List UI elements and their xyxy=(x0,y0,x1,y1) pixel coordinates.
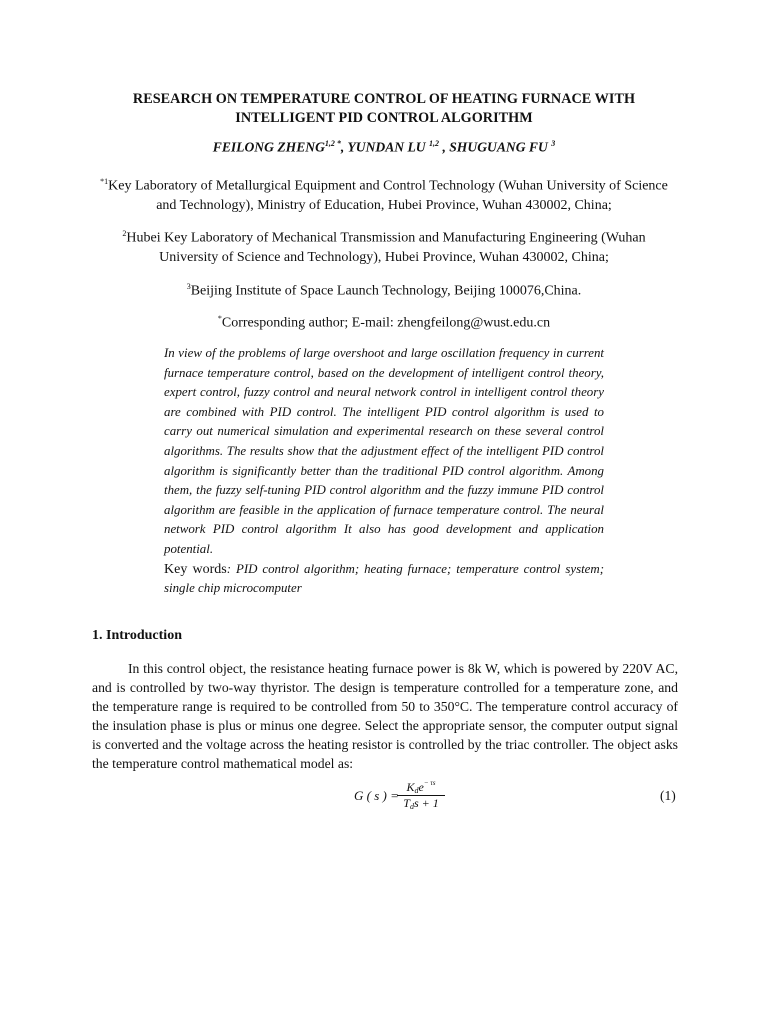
affiliation-text: Key Laboratory of Metallurgical Equipment and Control Technology (Wuhan University of Science xyxy=(108,178,668,194)
equation-denominator xyxy=(397,796,445,812)
affiliation-text: and Technology), Ministry of Education, Hubei Province, Wuhan 430002, China; xyxy=(156,198,612,214)
symbol-T: T xyxy=(403,796,410,810)
equation-1 xyxy=(354,779,474,819)
equation-numerator xyxy=(397,779,445,796)
subscript-d: d xyxy=(409,802,414,811)
body-paragraph: In this control object, the resistance heating furnace power is 8k W, which is powered by 220V AC, and is controlled by two-way thyristor. The design is temperature controlled for a temperature zone, and the temperature range is required to be controlled from 50 to 350°C. The temperature control accuracy of the insulation phase is plus or minus one degree. Select the appropriate sensor, the computer output signal is converted and the voltage across the heating resistor is controlled by the triac controller. The object asks the temperature control mathematical model as: xyxy=(92,661,678,772)
author-affiliation-mark: 1,2 * xyxy=(324,139,341,148)
abstract xyxy=(164,344,604,599)
corresponding-author xyxy=(70,309,698,333)
symbol-e: e xyxy=(418,780,424,794)
author-affiliation-mark: 3 xyxy=(551,139,556,148)
title-line-1: RESEARCH ON TEMPERATURE CONTROL OF HEATING FURNACE WITH xyxy=(132,91,636,107)
title-line-2: INTELLIGENT PID CONTROL ALGORITHM xyxy=(235,110,533,126)
equation-number: (1) xyxy=(660,788,676,803)
affiliation-text: University of Science and Technology), Hubei Province, Wuhan 430002, China; xyxy=(159,250,609,266)
affiliation-text: Beijing Institute of Space Launch Technology, Beijing 100076,China. xyxy=(190,283,582,299)
affiliation-mark: *1 xyxy=(100,177,109,186)
symbol-K: K xyxy=(406,780,415,794)
subscript-d: d xyxy=(414,786,419,795)
author-name: SHUGUANG FU xyxy=(449,139,548,155)
keywords-text: : PID control algorithm; heating furnace; temperature control system; single chip microcomputer xyxy=(164,561,605,596)
equation-fraction xyxy=(397,779,445,812)
author-affiliation-mark: 1,2 xyxy=(429,139,440,148)
corresponding-text: Corresponding author; E-mail: zhengfeilong@wust.edu.cn xyxy=(221,315,551,331)
affiliation-2 xyxy=(70,224,698,268)
section-body xyxy=(92,659,678,774)
denominator-rest: s + 1 xyxy=(413,796,439,810)
abstract-text: In view of the problems of large overshoot and large oscillation frequency in current furnace temperature control, based on the development of intelligent control theory, expert control, fuzzy control and neural network control in intelligent control theory are combined with PID control. The intelligent PID control algorithm is used to carry out numerical simulation and experimental research on these several control algorithms. The results show that the adjustment effect of the intelligent PID control algorithm is significantly better than the traditional PID control algorithm. Among them, the fuzzy self-tuning PID control algorithm and the fuzzy immune PID control algorithm are feasible in the application of furnace temperature control. The neural network PID control algorithm It also has good development and application potential. xyxy=(164,346,604,556)
section-heading: 1. Introduction xyxy=(92,628,182,643)
corresponding-mark: * xyxy=(217,314,222,323)
author-name: FEILONG ZHENG xyxy=(212,139,325,155)
affiliation-mark: 3 xyxy=(186,282,191,291)
equation-lhs: G ( s ) = xyxy=(354,788,399,803)
affiliation-3 xyxy=(70,277,698,301)
keywords-label: Key words xyxy=(164,561,227,577)
affiliation-1 xyxy=(70,172,698,216)
affiliation-mark: 2 xyxy=(122,229,127,238)
affiliation-text: Hubei Key Laboratory of Mechanical Transmission and Manufacturing Engineering (Wuhan xyxy=(126,230,646,246)
author-list: FEILONG $ZHENG^{1,2 *}$, YUNDAN LU $^{1,2}$ , SHUGUANG FU $^3$ xyxy=(212,139,556,155)
paper-title xyxy=(60,90,708,128)
exponent: − τs xyxy=(423,779,436,787)
author-name: YUNDAN LU xyxy=(347,139,426,155)
